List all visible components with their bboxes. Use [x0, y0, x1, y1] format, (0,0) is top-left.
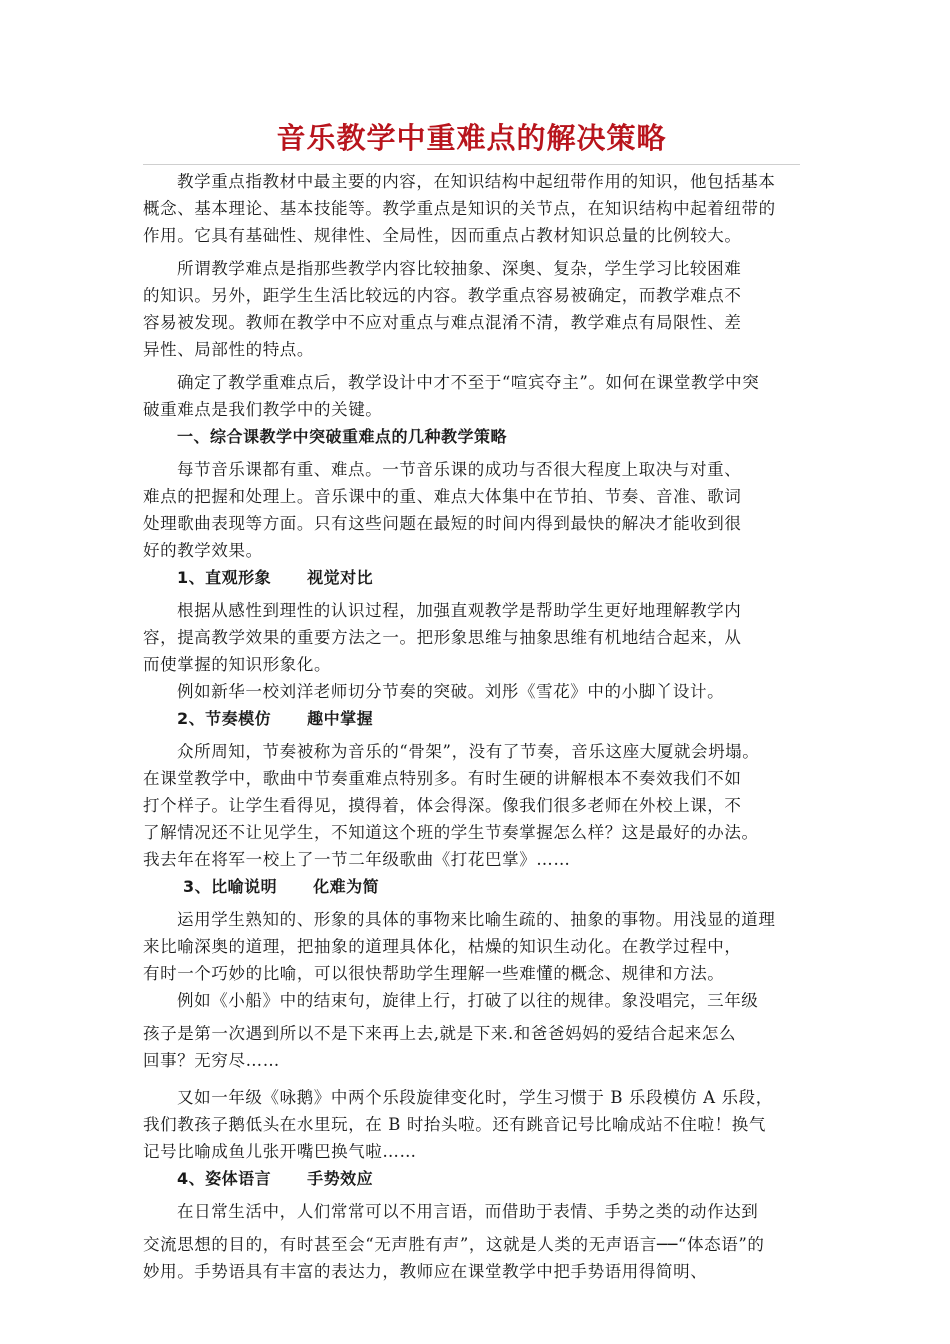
subsection-heading	[143, 1165, 809, 1192]
subsection-heading-subtitle: 手势效应	[307, 1169, 374, 1188]
document-title: 音乐教学中重难点的解决策略	[276, 121, 667, 155]
subsection-heading	[143, 873, 809, 900]
subsection-heading-subtitle: 视觉对比	[307, 568, 374, 587]
paragraph-line: 我去年在将军一校上了一节二年级歌曲《打花巴掌》……	[143, 850, 571, 869]
paragraph-line: 教学重点指教材中最主要的内容，在知识结构中起纽带作用的知识，他包括基本	[177, 172, 776, 191]
subsection-heading	[143, 705, 809, 732]
paragraph-line: 容易被发现。教师在教学中不应对重点与难点混淆不清，教学难点有局限性、差	[143, 313, 742, 332]
paragraph-line: 了解情况还不让见学生，不知道这个班的学生节奏掌握怎么样？这是最好的办法。	[143, 823, 759, 842]
paragraph-line: 好的教学效果。	[143, 541, 263, 560]
subsection-heading-title: 3、比喻说明	[183, 877, 278, 896]
paragraph-line: 来比喻深奥的道理，把抽象的道理具体化，枯燥的知识生动化。在教学过程中，	[143, 937, 742, 956]
paragraph-line: 确定了教学重难点后，教学设计中才不至于“喧宾夺主”。如何在课堂教学中突	[177, 373, 760, 392]
subsection-heading-subtitle: 化难为简	[313, 877, 380, 896]
paragraph-line: 交流思想的目的，有时甚至会“无声胜有声”，这就是人类的无声语言──“体态语”的	[143, 1235, 765, 1254]
paragraph-line: 打个样子。让学生看得见，摸得着，体会得深。像我们很多老师在外校上课，不	[143, 796, 742, 815]
paragraph-line: 所谓教学难点是指那些教学内容比较抽象、深奥、复杂，学生学习比较困难	[177, 259, 742, 278]
paragraph-line: 的知识。另外，距学生生活比较远的内容。教学重点容易被确定，而教学难点不	[143, 286, 742, 305]
paragraph-line: 记号比喻成鱼儿张开嘴巴换气啦……	[143, 1142, 417, 1161]
paragraph-line: 在课堂教学中，歌曲中节奏重难点特别多。有时生硬的讲解根本不奏效我们不如	[143, 769, 742, 788]
subsection-heading-subtitle: 趣中掌握	[307, 709, 374, 728]
paragraph-line: 回事？无穷尽……	[143, 1051, 280, 1070]
paragraph-line: 有时一个巧妙的比喻，可以很快帮助学生理解一些难懂的概念、规律和方法。	[143, 964, 725, 983]
paragraph-line: 异性、局部性的特点。	[143, 340, 314, 359]
paragraph-line: 每节音乐课都有重、难点。一节音乐课的成功与否很大程度上取决与对重、	[177, 460, 742, 479]
paragraph-line: 例如新华一校刘洋老师切分节奏的突破。刘彤《雪花》中的小脚丫设计。	[177, 682, 725, 701]
paragraph-line: 而使掌握的知识形象化。	[143, 655, 332, 674]
paragraph-line: 在日常生活中，人们常常可以不用言语，而借助于表情、手势之类的动作达到	[177, 1202, 759, 1221]
subsection-heading-title: 2、节奏模仿	[177, 709, 272, 728]
paragraph-line: 例如《小船》中的结束句，旋律上行，打破了以往的规律。象没唱完，三年级	[177, 991, 759, 1010]
subsection-heading-title: 1、直观形象	[177, 568, 272, 587]
paragraph-line: 又如一年级《咏鹅》中两个乐段旋律变化时，学生习惯于 B 乐段模仿 A 乐段，	[177, 1088, 773, 1107]
paragraph-line: 容，提高教学效果的重要方法之一。把形象思维与抽象思维有机地结合起来，从	[143, 628, 742, 647]
title-divider	[143, 164, 800, 165]
paragraph-line: 我们教孩子鹅低头在水里玩，在 B 时抬头啦。还有跳音记号比喻成站不住啦！换气	[143, 1115, 766, 1134]
paragraph-line: 妙用。手势语具有丰富的表达力，教师应在课堂教学中把手势语用得简明、	[143, 1262, 708, 1281]
paragraph-line: 破重难点是我们教学中的关键。	[143, 400, 383, 419]
paragraph-line: 处理歌曲表现等方面。只有这些问题在最短的时间内得到最快的解决才能收到很	[143, 514, 742, 533]
paragraph-line: 众所周知，节奏被称为音乐的“骨架”，没有了节奏，音乐这座大厦就会坍塌。	[177, 742, 760, 761]
paragraph-line: 孩子是第一次遇到所以不是下来再上去,就是下来.和爸爸妈妈的爱结合起来怎么	[143, 1024, 737, 1043]
paragraph-line: 运用学生熟知的、形象的具体的事物来比喻生疏的、抽象的事物。用浅显的道理	[177, 910, 776, 929]
paragraph-line: 概念、基本理论、基本技能等。教学重点是知识的关节点，在知识结构中起着纽带的	[143, 199, 776, 218]
section-heading: 一、综合课教学中突破重难点的几种教学策略	[177, 427, 508, 446]
document-body	[143, 168, 809, 1285]
paragraph-line: 根据从感性到理性的认识过程，加强直观教学是帮助学生更好地理解教学内	[177, 601, 742, 620]
subsection-heading-title: 4、姿体语言	[177, 1169, 272, 1188]
paragraph-line: 作用。它具有基础性、规律性、全局性，因而重点占教材知识总量的比例较大。	[143, 226, 742, 245]
subsection-heading	[143, 564, 809, 591]
paragraph-line: 难点的把握和处理上。音乐课中的重、难点大体集中在节拍、节奏、音准、歌词	[143, 487, 742, 506]
